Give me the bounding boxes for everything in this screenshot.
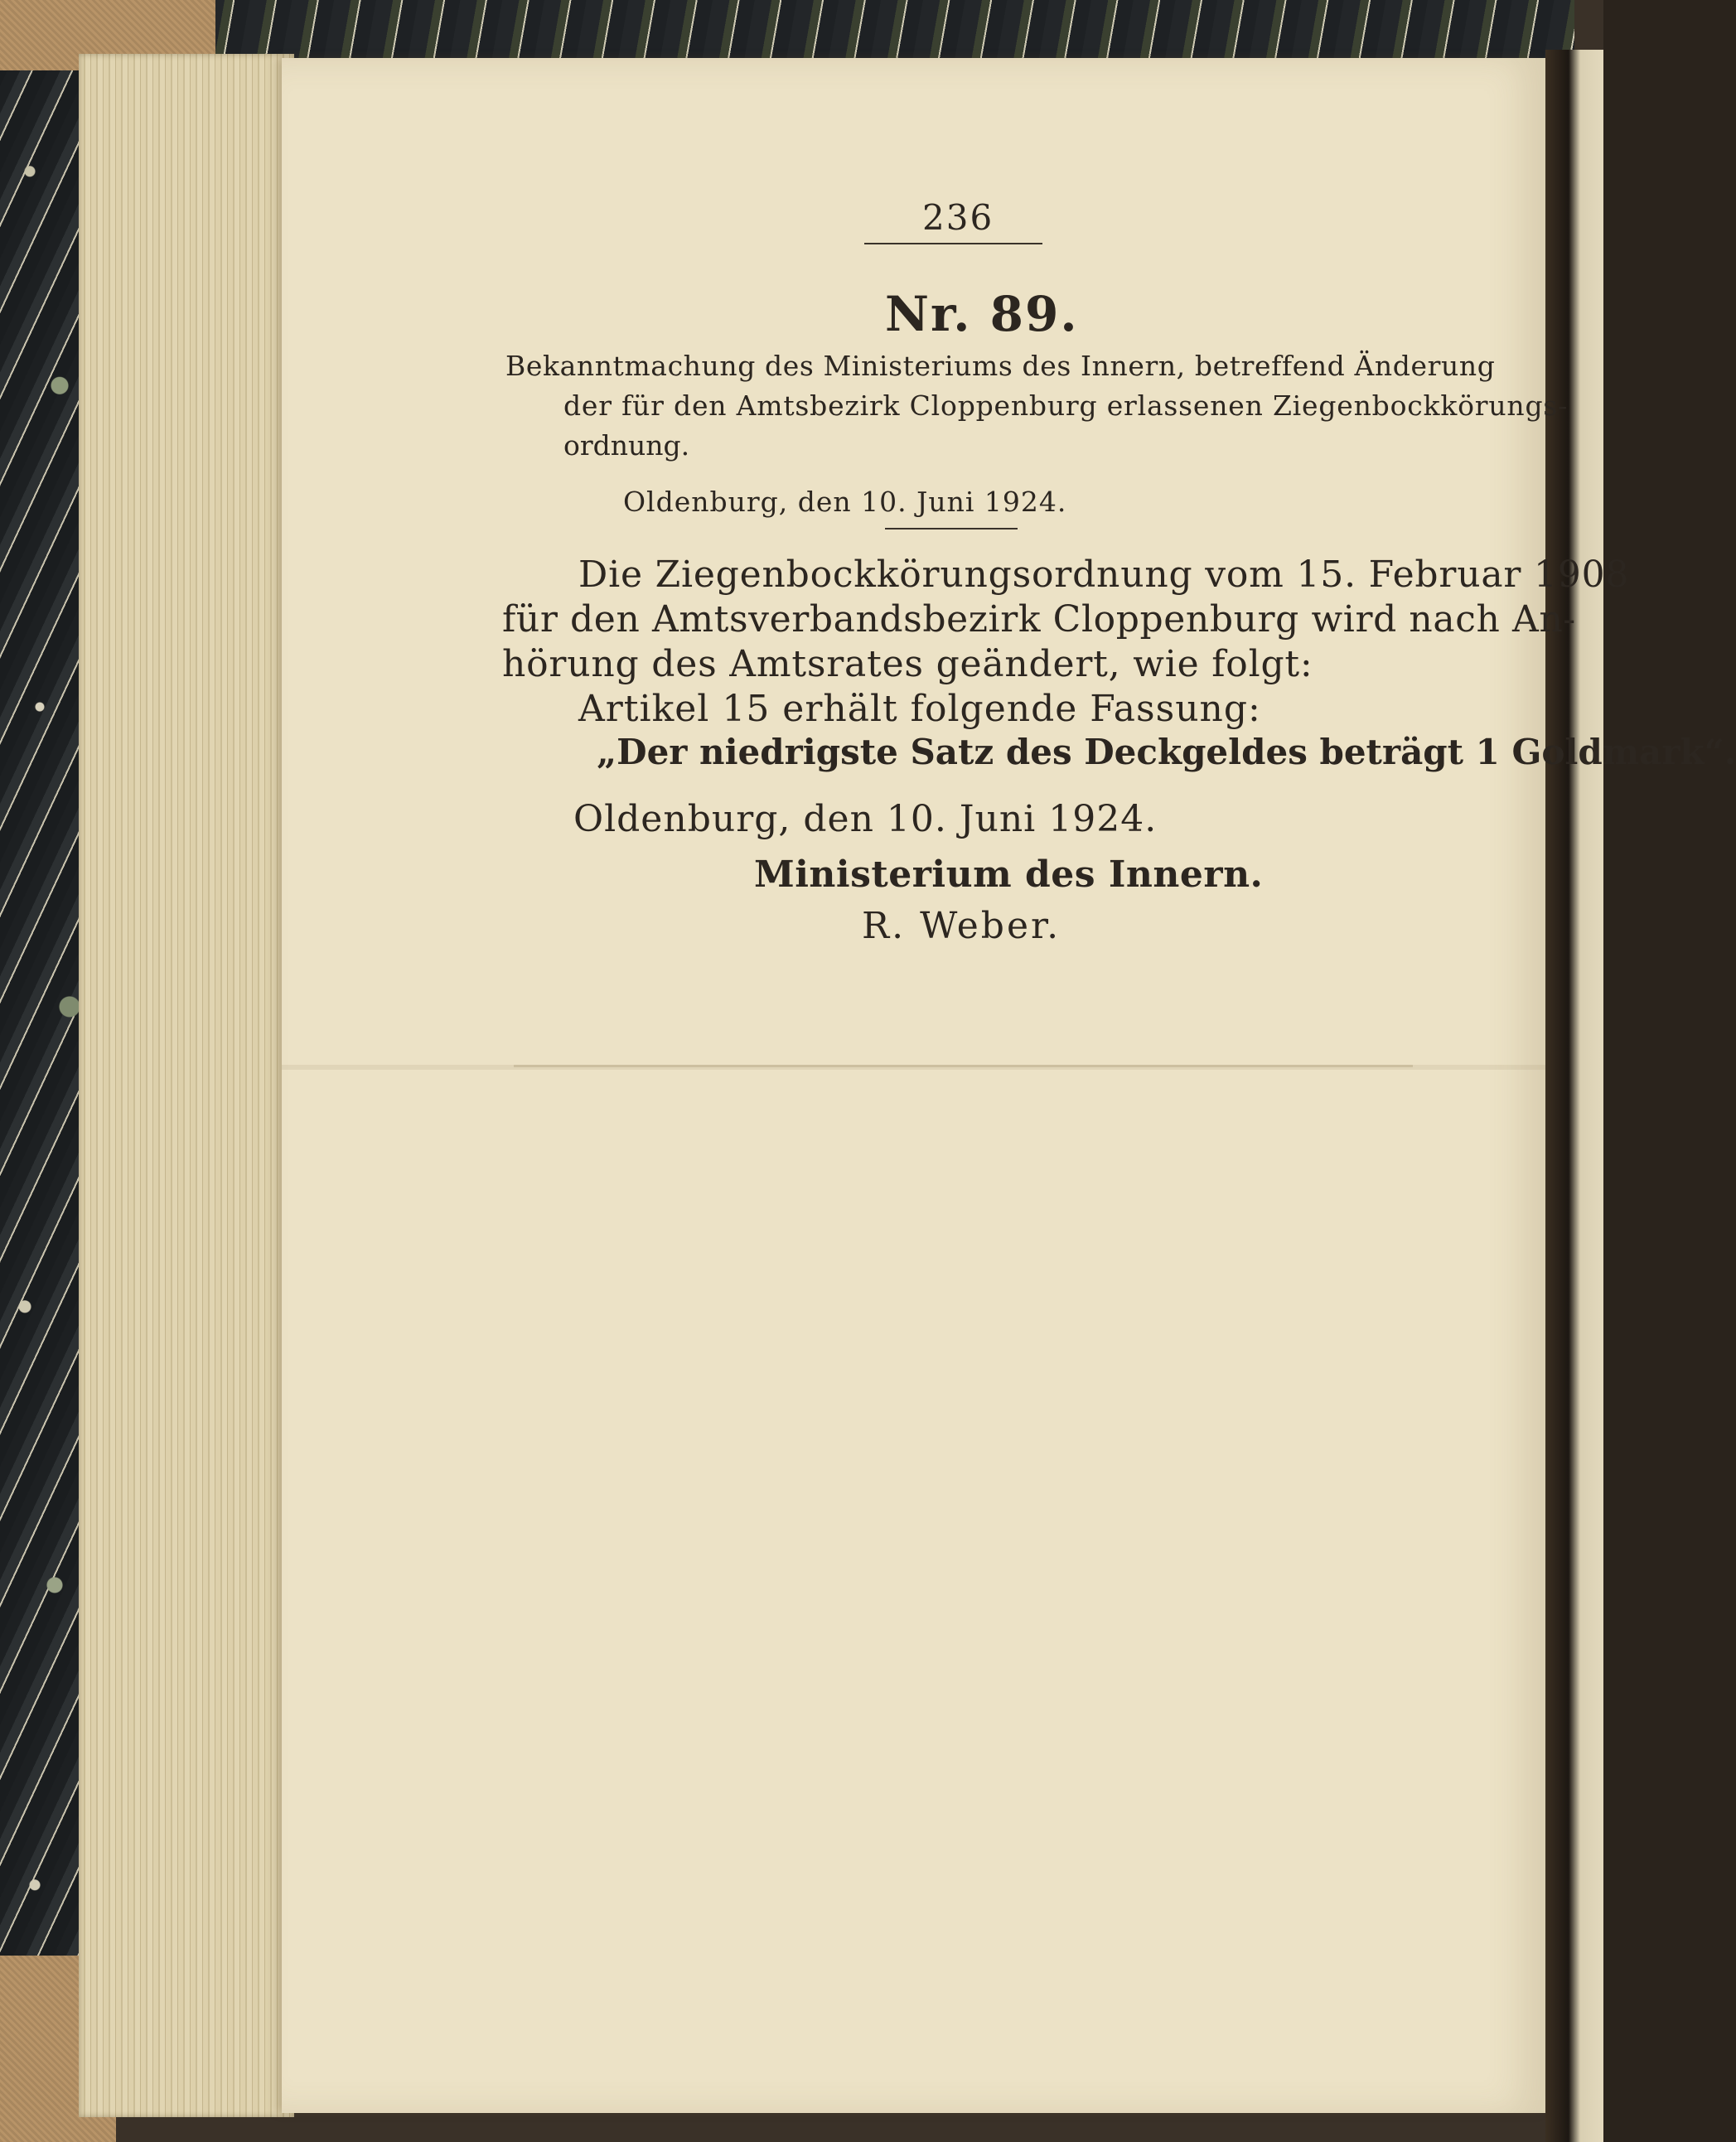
subject-date: Oldenburg, den 10. Juni 1924. bbox=[623, 486, 1067, 518]
body-line-1: Die Ziegenbockkörungsordnung vom 15. Februar 1908 bbox=[578, 554, 1630, 596]
subject-rule bbox=[885, 528, 1018, 529]
document-heading: Nr. 89. bbox=[885, 286, 1079, 342]
signature: R. Weber. bbox=[862, 905, 1061, 947]
closing-date: Oldenburg, den 10. Juni 1924. bbox=[573, 798, 1158, 840]
body-line-3: hörung des Amtsrates geändert, wie folgt: bbox=[502, 643, 1313, 685]
book-page bbox=[282, 58, 1736, 2113]
body-line-2: für den Amtsverbandsbezirk Cloppenburg wird nach An- bbox=[502, 598, 1576, 641]
show-through-rule bbox=[514, 1065, 1413, 1067]
binding-gutter bbox=[1545, 50, 1603, 2142]
marbled-cover-top bbox=[166, 0, 1574, 60]
issuing-authority: Ministerium des Innern. bbox=[754, 853, 1264, 896]
page-edges bbox=[79, 54, 294, 2117]
body-line-4: Artikel 15 erhält folgende Fassung: bbox=[578, 688, 1261, 730]
page-number: 236 bbox=[922, 197, 994, 238]
subject-line-1: Bekanntmachung des Ministeriums des Innern, betreffend Änderung bbox=[505, 350, 1496, 382]
page-number-rule bbox=[864, 243, 1042, 244]
body-line-5: „Der niedrigste Satz des Deckgeldes beträgt 1 Goldmark“. bbox=[597, 732, 1736, 772]
subject-line-3: ordnung. bbox=[563, 429, 690, 462]
subject-line-2: der für den Amtsbezirk Cloppenburg erlassenen Ziegenbockkörungs- bbox=[563, 389, 1569, 422]
